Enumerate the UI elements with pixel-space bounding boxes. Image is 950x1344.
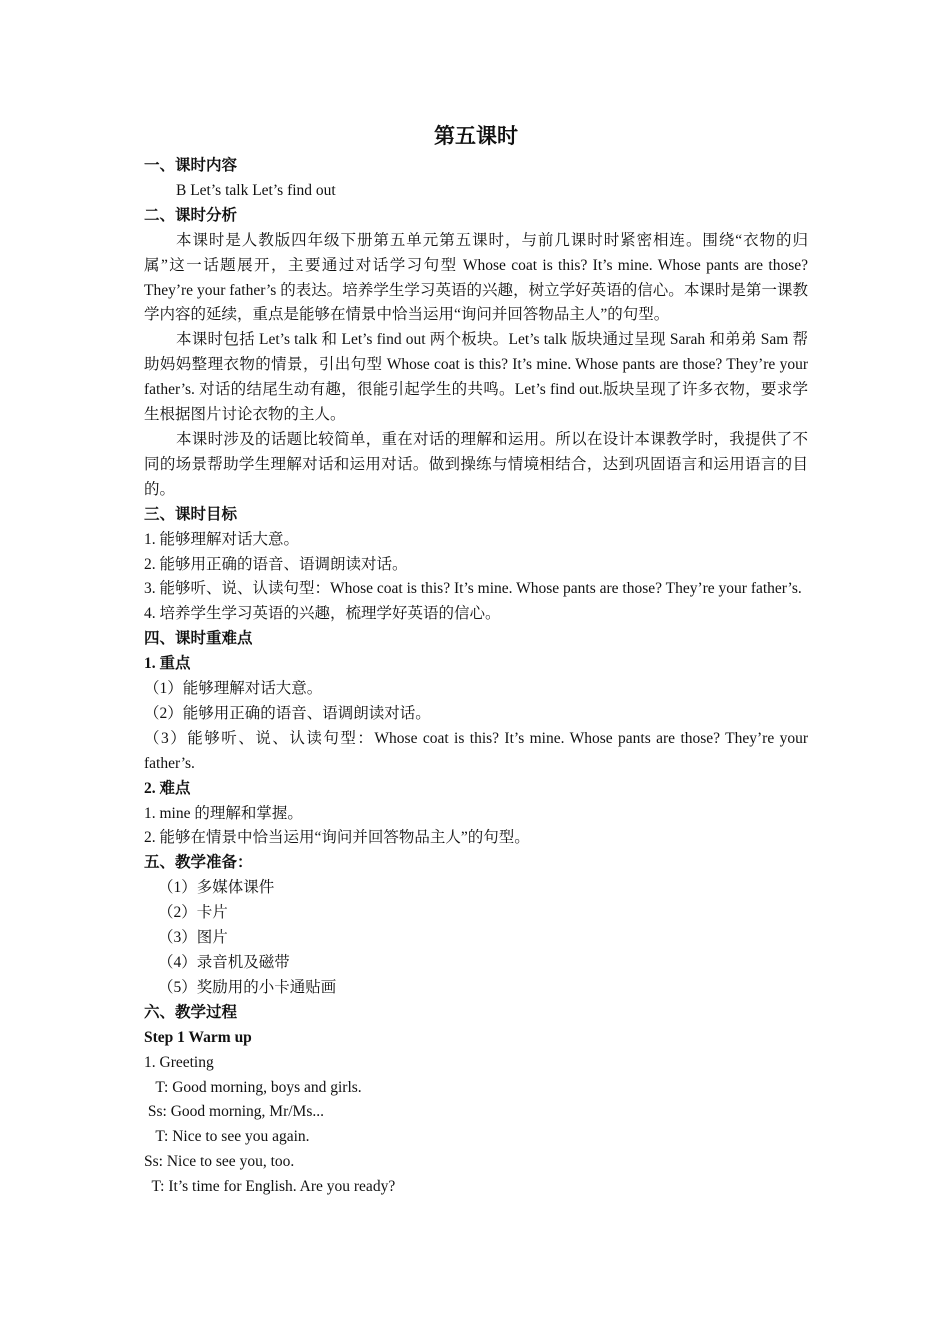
- objective-item: 3. 能够听、说、认读句型：Whose coat is this? It’s mine. Whose pants are those? They’re your father’s.: [144, 580, 802, 598]
- key-points-heading: 1. 重点: [144, 655, 191, 673]
- analysis-paragraph: 本课时涉及的话题比较简单，重在对话的理解和运用。所以在设计本课教学时，我提供了不同的场景帮助学生理解对话和运用对话。做到操练与情境相结合，达到巩固语言和运用语言的目的。: [144, 430, 808, 498]
- objective-item: 4. 培养学生学习英语的兴趣，梳理学好英语的信心。: [144, 605, 501, 623]
- lesson-content-text: B Let’s talk Let’s find out: [176, 181, 336, 199]
- key-point-item: （1）能够理解对话大意。: [144, 680, 323, 698]
- analysis-paragraph: 本课时包括 Let’s talk 和 Let’s find out 两个板块。Let’s talk 版块通过呈现 Sarah 和弟弟 Sam 帮助妈妈整理衣物的情景，引出句型 Whose coat is this? It’s mine. Whose pants are those? They’re your father’s. 对话的结尾生动有趣，很能引起学生的共鸣。Let’s find out.版块呈现了许多衣物，要求学生根据图片讨论衣物的主人。: [144, 331, 808, 424]
- step-subheading: 1. Greeting: [144, 1053, 214, 1071]
- section-heading-key-points: 四、课时重难点: [144, 630, 253, 648]
- difficulty-item: 2. 能够在情景中恰当运用“询问并回答物品主人”的句型。: [144, 829, 530, 847]
- dialogue-line: T: Nice to see you again.: [144, 1128, 310, 1146]
- section-heading-content: 一、课时内容: [144, 157, 238, 174]
- objective-item: 1. 能够理解对话大意。: [144, 530, 300, 548]
- section-heading-process: 六、教学过程: [144, 1003, 238, 1021]
- section-heading-analysis: 二、课时分析: [144, 206, 238, 224]
- key-point-item: （3）能够听、说、认读句型：Whose coat is this? It’s mine. Whose pants are those? They’re your father’s.: [144, 729, 808, 772]
- dialogue-line: T: It’s time for English. Are you ready?: [144, 1178, 396, 1196]
- difficulty-heading: 2. 难点: [144, 779, 191, 797]
- dialogue-line: T: Good morning, boys and girls.: [144, 1078, 362, 1096]
- page-title: 第五课时: [434, 124, 518, 148]
- analysis-paragraph: 本课时是人教版四年级下册第五单元第五课时，与前几课时时紧密相连。围绕“衣物的归属”这一话题展开，主要通过对话学习句型 Whose coat is this? It’s mine. Whose pants are those? They’re your father’s 的表达。培养学生学习英语的兴趣，树立学好英语的信心。本课时是第一课教学内容的延续，重点是能够在情景中恰当运用“询问并回答物品主人”的句型。: [144, 231, 808, 324]
- preparation-item: （1）多媒体课件: [158, 879, 275, 897]
- difficulty-item: 1. mine 的理解和掌握。: [144, 804, 303, 822]
- preparation-item: （2）卡片: [158, 904, 228, 922]
- objective-item: 2. 能够用正确的语音、语调朗读对话。: [144, 555, 408, 573]
- dialogue-line: Ss: Good morning, Mr/Ms...: [144, 1103, 324, 1121]
- section-heading-preparation: 五、教学准备：: [144, 854, 253, 872]
- document-page: [144, 118, 808, 1200]
- preparation-item: （5）奖励用的小卡通贴画: [158, 978, 337, 996]
- preparation-item: （3）图片: [158, 929, 228, 947]
- preparation-item: （4）录音机及磁带: [158, 954, 290, 971]
- key-point-item: （2）能够用正确的语音、语调朗读对话。: [144, 704, 431, 722]
- step-heading: Step 1 Warm up: [144, 1028, 252, 1046]
- section-heading-objectives: 三、课时目标: [144, 505, 238, 523]
- dialogue-line: Ss: Nice to see you, too.: [144, 1153, 295, 1171]
